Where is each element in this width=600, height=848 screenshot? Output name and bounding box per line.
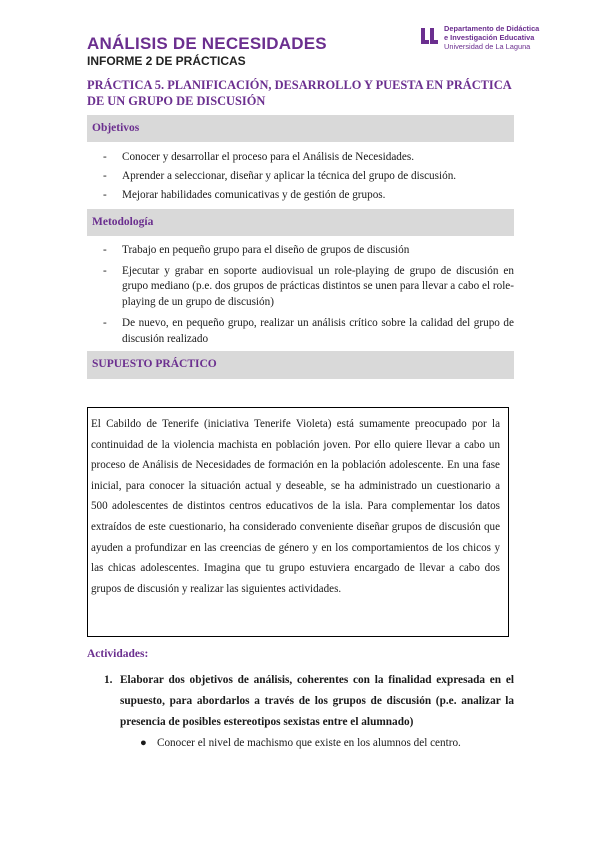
logo-line-3: Universidad de La Laguna (444, 42, 531, 51)
list-item: - Mejorar habilidades comunicativas y de gestión de grupos. (87, 188, 514, 204)
university-logo (420, 24, 550, 56)
activity-item-1 (104, 670, 514, 733)
activities-label: Actividades: (87, 648, 149, 660)
section-heading-label: Objetivos (92, 122, 140, 134)
section-heading-label: Metodología (92, 216, 154, 228)
activity-number: 1. (104, 674, 113, 686)
activity-text: Elaborar dos objetivos de análisis, coherentes con la finalidad expresada en el supuesto, para abordarlos a través de los grupos de discusión (p.e. analizar la presencia de posibles estereotipos sexistas entre el alumnado) (120, 674, 514, 728)
logo-line-2: e Investigación Educativa (444, 33, 535, 42)
list-item: - De nuevo, en pequeño grupo, realizar un análisis crítico sobre la calidad del grupo de discusión realizado (87, 316, 514, 347)
logo-line-1: Departamento de Didáctica (444, 24, 540, 33)
list-item: - Ejecutar y grabar en soporte audiovisual un role-playing de grupo de discusión en grupo mediano (p.e. dos grupos de prácticas distintos se unen para llevar a cabo el role-playing de un grupo de discusión) (87, 264, 514, 311)
list-item: - Conocer y desarrollar el proceso para el Análisis de Necesidades. (87, 150, 514, 166)
activity-sub-item (140, 737, 461, 749)
ull-logo-icon (420, 26, 440, 46)
bullet-icon: ● (140, 737, 147, 749)
case-study-text: El Cabildo de Tenerife (iniciativa Tenerife Violeta) está sumamente preocupado por la continuidad de la violencia machista en población joven. Por ello quiere llevar a cabo un proceso de Análisis de Necesidades de formación en la población adolescente. En una fase inicial, para conocer la situación actual y deseable, se ha administrado un cuestionario a 500 adolescentes de distintos centros educativos de la isla. Para complementar los datos extraídos de este cuestionario, ha considerado conveniente diseñar grupos de discusión que ayuden a profundizar en las creencias de género y en los comportamientos de los chicos y las chicas adolescentes. Imagina que tu grupo estuviera encargado de llevar a cabo dos grupos de discusión y realizar las siguientes actividades. (91, 418, 500, 595)
document-title: ANÁLISIS DE NECESIDADES (87, 34, 327, 53)
metodologia-list (87, 243, 514, 347)
case-study-box (87, 407, 509, 637)
section-heading-label: SUPUESTO PRÁCTICO (92, 358, 217, 370)
section-objetivos-heading (87, 115, 514, 142)
document-subtitle: INFORME 2 DE PRÁCTICAS (87, 54, 246, 68)
section-supuesto-heading (87, 351, 514, 379)
section-metodologia-heading (87, 209, 514, 236)
list-item: - Trabajo en pequeño grupo para el diseño de grupos de discusión (87, 243, 514, 259)
objetivos-list (87, 150, 514, 204)
sub-item-text: Conocer el nivel de machismo que existe en los alumnos del centro. (157, 737, 461, 749)
list-item: - Aprender a seleccionar, diseñar y aplicar la técnica del grupo de discusión. (87, 169, 514, 185)
practice-title: PRÁCTICA 5. PLANIFICACIÓN, DESARROLLO Y PUESTA EN PRÁCTICA DE UN GRUPO DE DISCUSIÓN (87, 78, 511, 108)
